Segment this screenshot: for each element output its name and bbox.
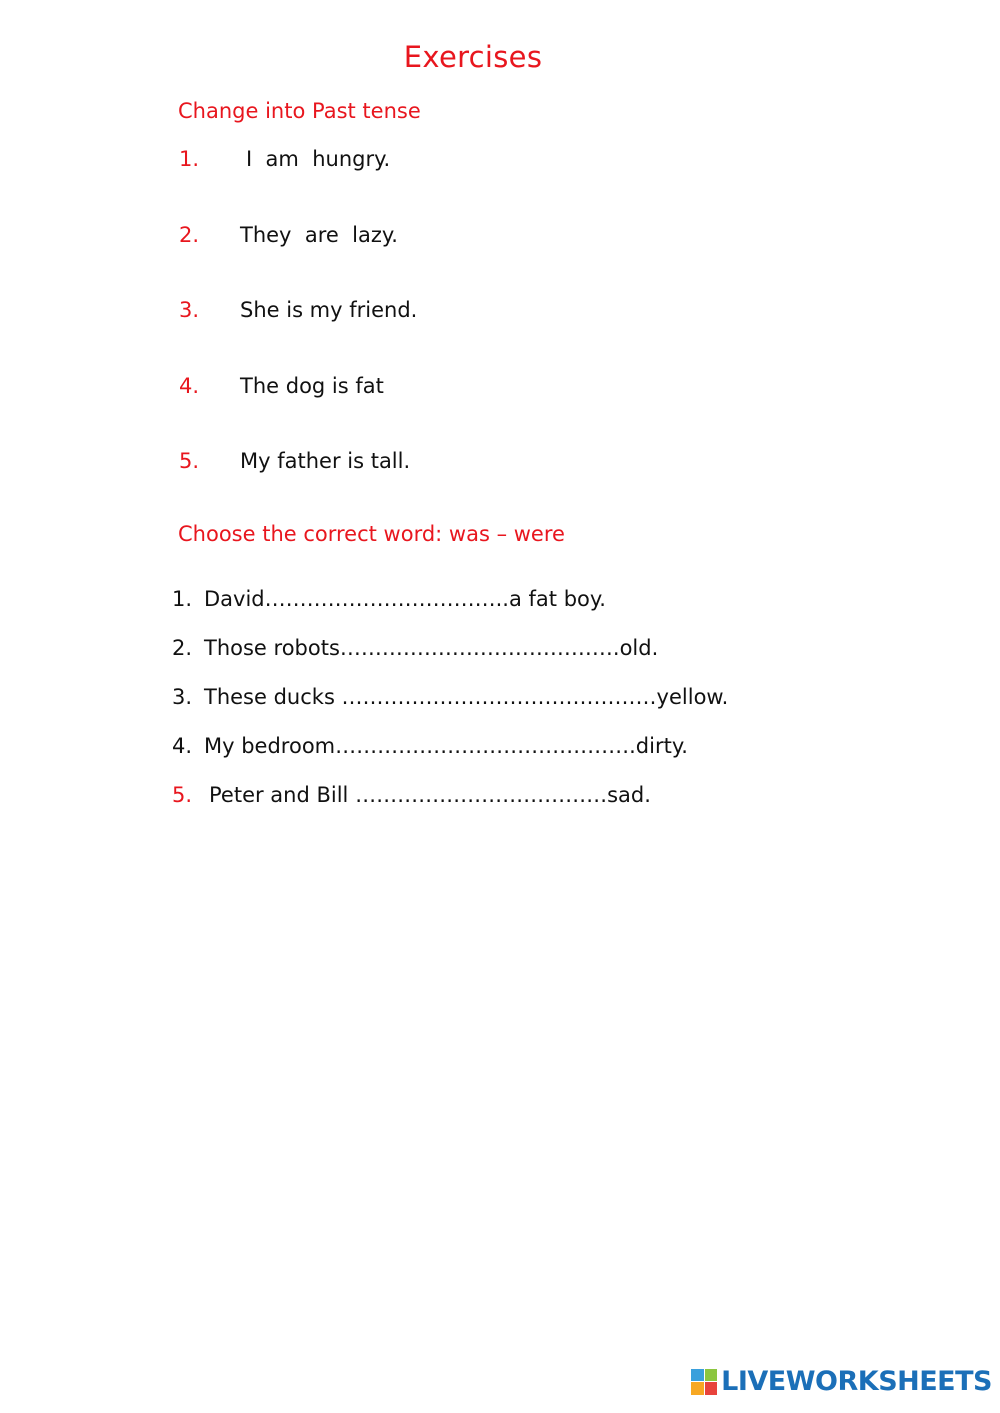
item-number: 1.: [172, 587, 193, 611]
fill-sentence-text: My bedroom…………………………………….dirty.: [204, 734, 688, 758]
sentence-text: They are lazy.: [240, 222, 398, 247]
item-number: 2.: [172, 636, 193, 660]
page-title: Exercises: [403, 40, 543, 74]
section-heading-was-were: Choose the correct word: was – were: [178, 522, 565, 546]
item-number: 4.: [179, 373, 200, 398]
fill-sentence-text: Those robots………………………………….old.: [204, 636, 659, 660]
logo-icon: [691, 1369, 717, 1395]
sentence-text: My father is tall.: [240, 449, 411, 473]
item-number: 2.: [179, 222, 200, 247]
item-number: 5.: [172, 783, 193, 807]
liveworksheets-logo: [691, 1366, 992, 1397]
item-number: 4.: [172, 734, 193, 758]
logo-text: LIVEWORKSHEETS: [721, 1366, 992, 1397]
section-heading-past-tense: Change into Past tense: [178, 99, 421, 123]
sentence-text: I am hungry.: [246, 147, 391, 171]
sentence-text: She is my friend.: [240, 298, 418, 322]
item-number: 5.: [179, 449, 200, 473]
fill-sentence-text: These ducks ………………………………………yellow.: [204, 685, 729, 709]
item-number: 3.: [172, 685, 193, 709]
fill-sentence-text: David……………………………..a fat boy.: [204, 587, 606, 611]
fill-sentence-text: Peter and Bill ………………………………sad.: [209, 783, 651, 807]
item-number: 3.: [179, 298, 200, 322]
item-number: 1.: [179, 147, 200, 171]
sentence-text: The dog is fat: [240, 373, 384, 398]
